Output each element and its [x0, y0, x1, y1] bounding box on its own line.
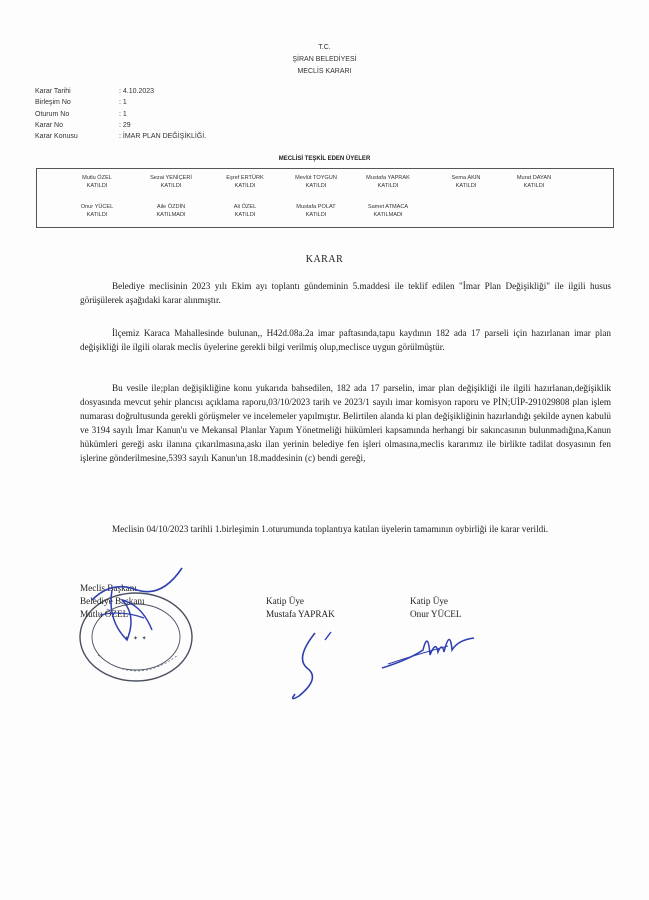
member-card: [346, 203, 430, 219]
member-card: [55, 203, 139, 219]
meta-label: Karar No: [35, 121, 64, 129]
member-name: Mustafa POLAT: [296, 204, 336, 210]
member-name: Mutlu ÖZEL: [82, 175, 112, 181]
header-doc-title: MECLİS KARARI: [297, 68, 352, 75]
meta-label: Birleşim No: [35, 99, 71, 107]
meta-row: [35, 111, 206, 122]
member-status: KATILDI: [86, 183, 108, 189]
clerk1-signature: [285, 628, 345, 703]
svg-text:✦ ✦ ✦: ✦ ✦ ✦: [124, 636, 148, 642]
chair-title-2: Belediye Başkanı: [80, 596, 145, 606]
clerk2-title: Katip Üye: [410, 596, 449, 606]
chair-signature: [82, 560, 192, 650]
member-name: Sema AKIN: [451, 175, 481, 181]
clerk2-signature: [378, 620, 478, 675]
members-title: MECLİSİ TEŞKİL EDEN ÜYELER: [278, 156, 371, 162]
chair-name: Mutlu ÖZEL: [80, 609, 129, 619]
decision-paragraph: [80, 381, 611, 465]
meta-value: : 29: [119, 121, 131, 129]
member-status: KATILDI: [234, 183, 256, 189]
member-name: Aile ÖZDİN: [156, 204, 186, 210]
clerk1-signature-block: [266, 595, 335, 621]
member-name: Murat DAYAN: [516, 175, 552, 181]
meta-row: [35, 122, 206, 133]
member-status: KATILDI: [455, 183, 477, 189]
member-name: Eşref ERTÜRK: [226, 175, 264, 181]
header-municipality: ŞİRAN BELEDİYESİ: [292, 56, 357, 63]
header-tc: T.C.: [318, 44, 331, 51]
decision-paragraph: [80, 326, 611, 354]
member-name: Ali ÖZEL: [233, 204, 257, 210]
meta-value: : 4.10.2023: [119, 88, 155, 95]
members-box: [36, 168, 614, 228]
member-status: KATILMADI: [373, 212, 403, 218]
member-card: [492, 174, 576, 190]
member-status: KATILDI: [523, 183, 545, 189]
clerk1-name: Mustafa YAPRAK: [266, 609, 335, 619]
member-status: KATILDI: [377, 183, 399, 189]
member-name: Mustafa YAPRAK: [366, 175, 410, 181]
member-status: KATILDI: [305, 212, 327, 218]
meta-value: : 1: [119, 110, 127, 118]
clerk1-title: Katip Üye: [266, 596, 305, 606]
decision-paragraph: [80, 522, 611, 536]
member-name: Onur YÜCEL: [80, 204, 114, 210]
decision-paragraph: [80, 279, 611, 307]
paragraph-text: Meclisin 04/10/2023 tarihli 1.birleşimin 1.oturumunda toplantıya katılan üyelerin tamamının oybirliği ile karar verildi.: [112, 524, 549, 534]
meta-label: Karar Konusu: [35, 133, 78, 141]
chair-title-1: Meclis Başkanı: [80, 583, 137, 593]
member-card: [129, 174, 213, 190]
member-name: Sezai YENİÇERİ: [150, 175, 192, 181]
member-status: KATILMADI: [156, 212, 186, 218]
member-status: KATILDI: [160, 183, 182, 189]
meta-label: Oturum No: [35, 110, 70, 118]
paragraph-text: İlçemiz Karaca Mahallesinde bulunan,, H42d.08a.2a imar paftasında,tapu kaydının 182 ada 17 parseli için hazırlanan imar plan değişikliği ile ilgili olarak meclis üyelerine gerekli bilgi verilmiş olup,meclisce uygun görülmüştür.: [80, 328, 611, 352]
member-name: Samet ATMACA: [367, 204, 409, 210]
member-name: Mevlüt TOYGUN: [295, 175, 337, 181]
meta-row: [35, 133, 206, 144]
clerk2-signature-block: [410, 595, 461, 621]
paragraph-text: Belediye meclisinin 2023 yılı Ekim ayı toplantı gündeminin 5.maddesi ile teklif edilen "İmar Plan Değişikliği" ile ilgili husus görüşülerek aşağıdaki karar alınmıştır.: [80, 281, 611, 305]
paragraph-text: Bu vesile ile;plan değişikliğine konu yukarıda bahsedilen, 182 ada 17 parselin, imar plan değişikliği ile ilgili hazırlanan,değişiklik dosyasında mevcut şehir plancısı açıklama raporu,03/10/2023 tarih ve 2023/1 sayılı imar komisyon raporu ve PİN;UİP-291029808 plan işlem numarası doğrultusunda gerekli görüşmeler ve incelemeler yapılmıştır. Belirtilen alanda ki plan değişikliğinin hazırlandığı şekilde aynen kabulü ve 3194 sayılı İmar Kanun'u ve Mekansal Planlar Yapım Yönetmeliği hükümleri kapsamında herhangi bir sakıncasının bulunmadığına,Kanun hükümleri gereği askı ilanına çıkarılmasına,askı ilan yerinin belediye fen işleri olmasına,meclis kararımız ile birlikte tadilat dosyasının fen işlerine gönderilmesine,5393 sayılı Kanun'un 18.maddesinin (c) bendi gereği,: [80, 383, 611, 463]
decision-meta: [35, 88, 206, 144]
member-card: [346, 174, 430, 190]
decision-heading: KARAR: [305, 254, 344, 265]
member-status: KATILDI: [305, 183, 327, 189]
member-card: [55, 174, 139, 190]
meta-row: [35, 99, 206, 110]
member-card: [129, 203, 213, 219]
meta-value: : İMAR PLAN DEĞİŞİKLİĞİ.: [119, 133, 207, 141]
meta-label: Karar Tarihi: [35, 88, 71, 95]
meta-row: [35, 88, 206, 99]
meta-value: : 1: [119, 99, 127, 107]
member-status: KATILDI: [86, 212, 108, 218]
member-status: KATILDI: [234, 212, 256, 218]
clerk2-name: Onur YÜCEL: [410, 609, 462, 619]
